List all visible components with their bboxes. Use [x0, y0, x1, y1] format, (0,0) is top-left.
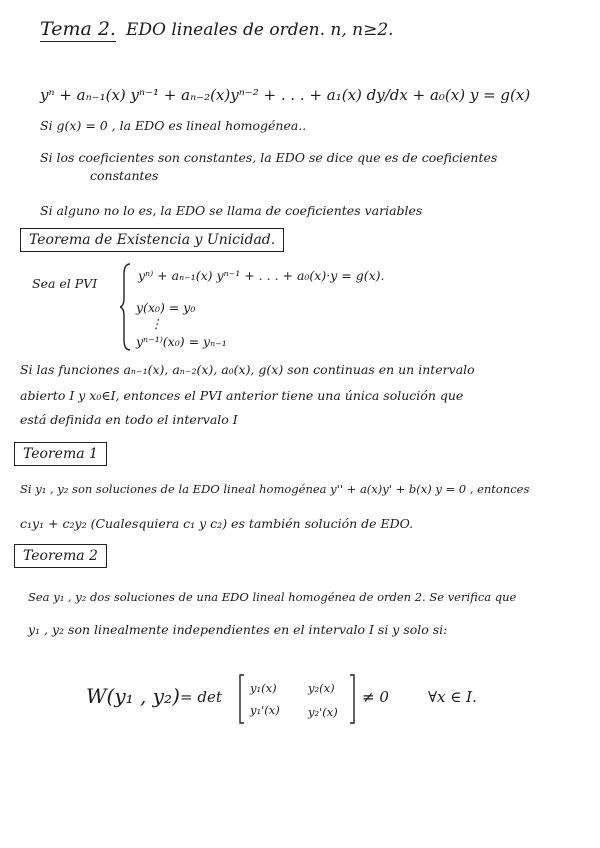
pvi-intro: Sea el PVI	[32, 276, 98, 291]
note-variable-coefficients: Si alguno no lo es, la EDO se llama de coeficientes variables	[40, 203, 423, 218]
wronskian-det: = det	[180, 688, 222, 706]
theorem-2-body-2: y₁ , y₂ son linealmente independientes en el intervalo I si y solo si:	[28, 622, 448, 637]
theorem-1-body-1: Si y₁ , y₂ son soluciones de la EDO lineal homogénea y'' + a(x)y' + b(x) y = 0 , entonces	[20, 482, 530, 496]
wronskian-nonzero: ≠ 0	[362, 688, 389, 706]
note-homogeneous: Si g(x) = 0 , la EDO es lineal homogénea..	[40, 118, 307, 133]
theorem-1-body-2: c₁y₁ + c₂y₂ (Cualesquiera c₁ y c₂) es también solución de EDO.	[20, 516, 414, 531]
theorem-existence-label: Teorema de Existencia y Unicidad.	[20, 228, 284, 252]
wronskian-quantifier: ∀x ∈ I.	[428, 688, 477, 706]
existence-body-1: Si las funciones aₙ₋₁(x), aₙ₋₂(x), a₀(x), g(x) son continuas en un intervalo	[20, 362, 475, 377]
theorem-1-label: Teorema 1	[14, 442, 107, 466]
theorem-2-body-1: Sea y₁ , y₂ dos soluciones de una EDO lineal homogénea de orden 2. Se verifica que	[28, 590, 517, 604]
pvi-line-1: yⁿ⁾ + aₙ₋₁(x) yⁿ⁻¹ + . . . + a₀(x)·y = g(x).	[138, 268, 385, 283]
general-linear-equation: yⁿ + aₙ₋₁(x) yⁿ⁻¹ + aₙ₋₂(x)yⁿ⁻² + . . . + a₁(x) dy/dx + a₀(x) y = g(x)	[40, 86, 531, 104]
note-constant-coefficients: Si los coeficientes son constantes, la EDO se dice que es de coeficientes	[40, 150, 498, 165]
pvi-line-3: ⋮	[150, 316, 163, 331]
matrix-cell-11: y₁(x)	[250, 681, 277, 695]
theorem-2-label: Teorema 2	[14, 544, 107, 568]
note-constant-coefficients-cont: constantes	[90, 168, 159, 183]
pvi-line-4: yⁿ⁻¹⁾(x₀) = yₙ₋₁	[136, 334, 227, 349]
matrix-cell-12: y₂(x)	[308, 681, 335, 695]
wronskian-matrix	[238, 673, 356, 725]
page-title	[40, 18, 394, 42]
matrix-cell-21: y₁'(x)	[250, 703, 280, 717]
pvi-brace	[120, 262, 132, 352]
pvi-line-2: y(x₀) = y₀	[136, 300, 196, 315]
wronskian-lhs: W(y₁ , y₂)	[86, 684, 180, 708]
existence-body-2: abierto I y x₀∈I, entonces el PVI anterior tiene una única solución que	[20, 388, 464, 403]
matrix-cell-22: y₂'(x)	[308, 705, 338, 719]
existence-body-3: está definida en todo el intervalo I	[20, 412, 238, 427]
title-main: Tema 2.	[40, 18, 116, 40]
title-rest: EDO lineales de orden. n, n≥2.	[125, 20, 394, 40]
